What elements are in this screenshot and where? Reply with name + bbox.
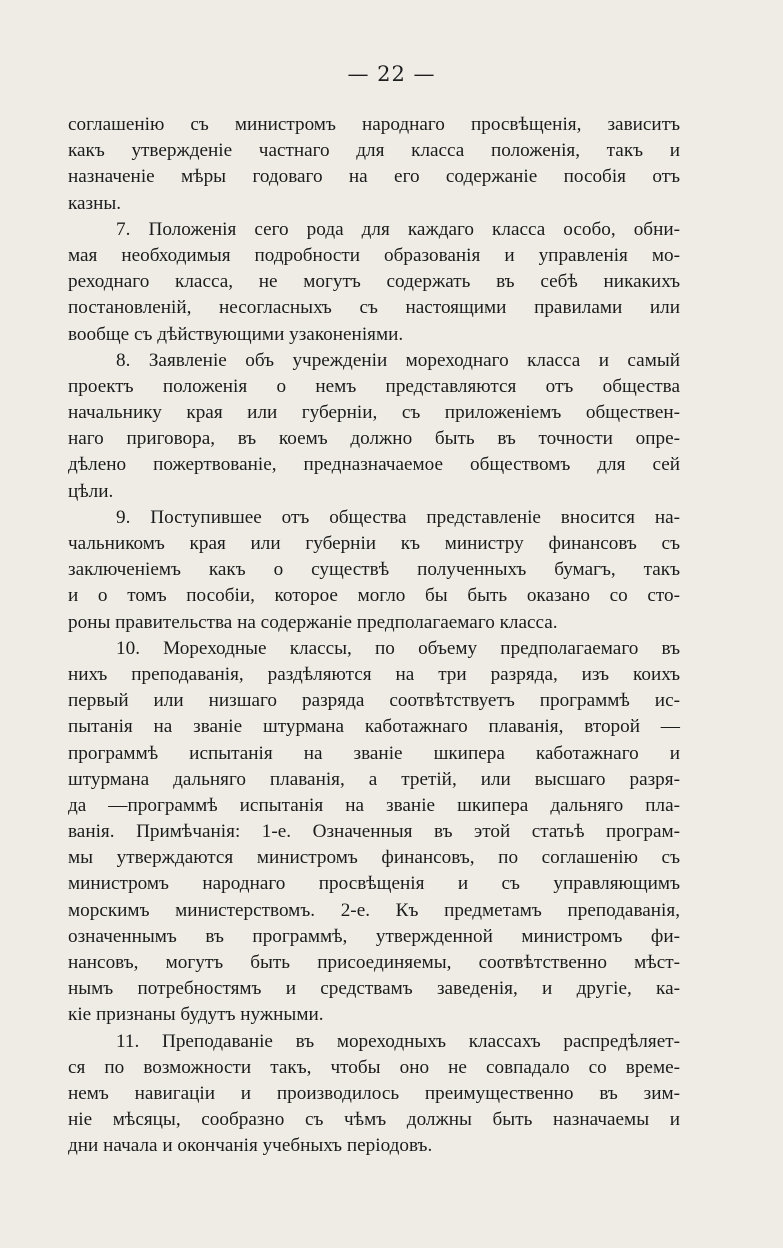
text-line: пытанія на званіе штурмана каботажнаго плаванія, второй —: [68, 716, 680, 738]
body-text: [68, 112, 680, 1160]
text-line: назначеніе мѣры годоваго на его содержаніе пособія отъ: [68, 166, 680, 188]
text-line: дни начала и окончанія учебныхъ періодовъ.: [68, 1135, 433, 1157]
text-line: 7. Положенія сего рода для каждаго класса особо, обни-: [116, 218, 680, 240]
text-line: начальнику края или губерніи, съ приложеніемъ обществен-: [68, 402, 680, 424]
text-line: нансовъ, могутъ быть присоединяемы, соотвѣтственно мѣст-: [68, 952, 680, 973]
text-line: роны правительства на содержаніе предполагаемаго класса.: [68, 611, 558, 633]
text-line: казны.: [68, 192, 122, 214]
text-line: морскимъ министерствомъ. 2-е. Къ предметамъ преподаванія,: [68, 899, 680, 921]
text-line: 8. Заявленіе объ учрежденіи мореходнаго класса и самый: [116, 349, 680, 371]
text-line: какъ утвержденіе частнаго для класса положенія, такъ и: [68, 140, 680, 162]
text-line: дѣлено пожертвованіе, предназначаемое обществомъ для сей: [68, 454, 680, 476]
text-line: программѣ испытанія на званіе шкипера каботажнаго и: [68, 742, 680, 764]
text-line: нымъ потребностямъ и средствамъ заведенія, и другіе, ка-: [68, 978, 680, 1000]
text-line: вообще съ дѣйствующими узаконеніями.: [68, 323, 404, 345]
text-line: чальникомъ края или губерніи къ министру финансовъ съ: [68, 533, 680, 554]
text-line: означеннымъ въ программѣ, утвержденной министромъ фи-: [68, 925, 680, 947]
text-line: проектъ положенія о немъ представляются отъ общества: [68, 375, 680, 397]
text-line: министромъ народнаго просвѣщенія и съ управляющимъ: [68, 873, 680, 895]
text-line: соглашенію съ министромъ народнаго просвѣщенія, зависитъ: [68, 114, 680, 135]
text-line: и о томъ пособіи, которое могло бы быть оказано со сто-: [68, 585, 680, 607]
text-line: заключеніемъ какъ о существѣ полученныхъ бумагъ, такъ: [68, 559, 680, 581]
text-line: 10. Мореходные классы, по объему предполагаемаго въ: [116, 637, 680, 659]
text-line: ванія. Примѣчанія: 1-е. Означенныя въ этой статьѣ програм-: [68, 821, 680, 843]
text-line: реходнаго класса, не могутъ содержать въ себѣ никакихъ: [68, 271, 680, 293]
text-line: 9. Поступившее отъ общества представленіе вносится на-: [116, 506, 680, 528]
text-line: постановленій, несогласныхъ съ настоящими правилами или: [68, 297, 680, 319]
text-line: мы утверждаются министромъ финансовъ, по соглашенію съ: [68, 847, 680, 869]
text-line: нихъ преподаванія, раздѣляются на три разряда, изъ коихъ: [68, 663, 680, 685]
text-line: цѣли.: [68, 480, 114, 502]
text-line: мая необходимыя подробности образованія и управленія мо-: [68, 244, 680, 266]
text-line: немъ навигаціи и производилось преимущественно въ зим-: [68, 1082, 680, 1104]
text-line: ся по возможности такъ, чтобы оно не совпадало со време-: [68, 1056, 680, 1078]
text-line: штурмана дальняго плаванія, а третій, или высшаго разря-: [68, 768, 680, 790]
text-line: ніе мѣсяцы, сообразно съ чѣмъ должны быть назначаемы и: [68, 1109, 680, 1131]
text-line: да —программѣ испытанія на званіе шкипера дальняго пла-: [68, 794, 680, 816]
text-line: наго приговора, въ коемъ должно быть въ точности опре-: [68, 428, 680, 450]
text-line: первый или низшаго разряда соотвѣтствуетъ программѣ ис-: [68, 690, 680, 712]
page-number: — 22 —: [347, 62, 436, 86]
text-line: кіе признаны будутъ нужными.: [68, 1004, 324, 1026]
text-line: 11. Преподаваніе въ мореходныхъ классахъ распредѣляет-: [116, 1030, 680, 1052]
